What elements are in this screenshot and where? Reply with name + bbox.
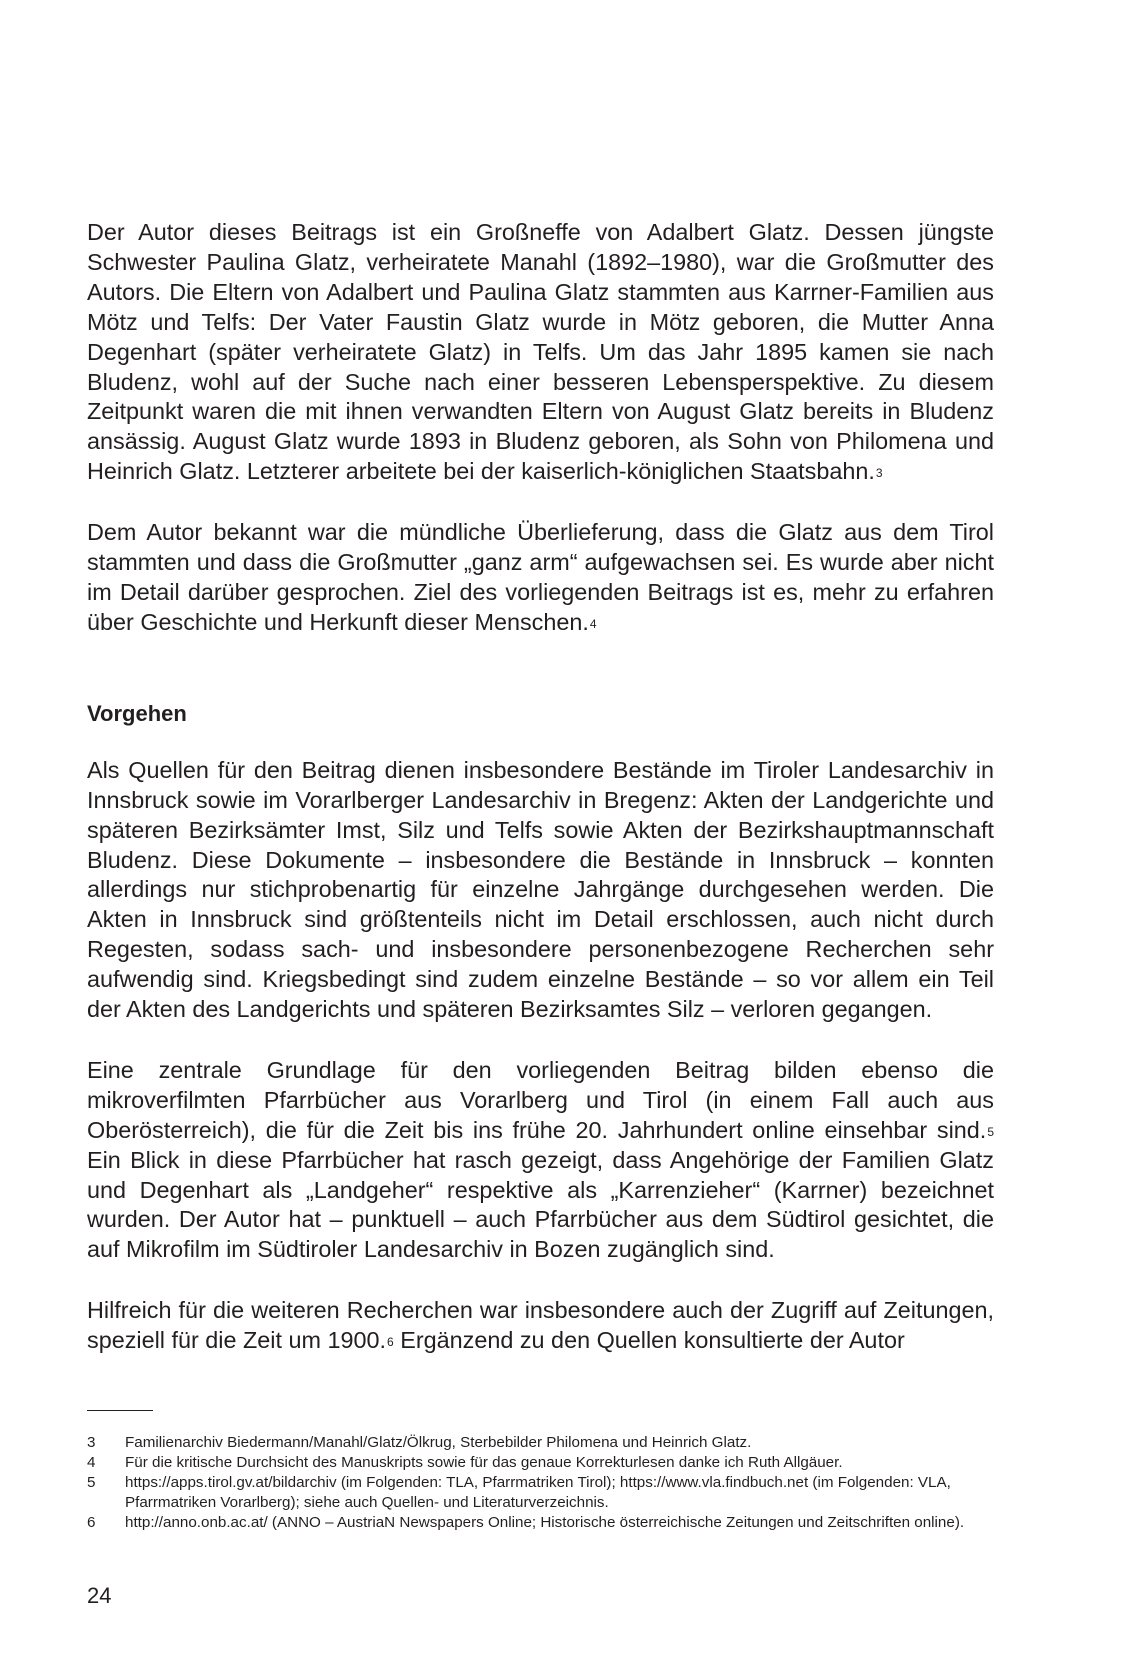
footnote-separator <box>87 1410 153 1411</box>
paragraph <box>87 1056 994 1265</box>
paragraph <box>87 518 994 638</box>
paragraph <box>87 756 994 1025</box>
paragraph-text: Eine zentrale Grundlage für den vorliegenden Beitrag bilden ebenso die mikroverfilmten Pfarrbücher aus Vorarlberg und Tirol (in einem Fall auch aus Oberösterreich), die für die Zeit bis ins frühe 20. Jahrhundert online einsehbar sind. <box>87 1056 994 1143</box>
footnote-reference[interactable]: 3 <box>875 466 883 481</box>
footnote-text: Für die kritische Durchsicht des Manuskripts sowie für das genaue Korrekturlesen danke ich Ruth Allgäuer. <box>125 1454 843 1471</box>
footnote-reference[interactable]: 5 <box>987 1124 994 1139</box>
footnotes <box>87 1410 994 1533</box>
paragraph-text: Der Autor dieses Beitrags ist ein Großneffe von Adalbert Glatz. Dessen jüngste Schwester Paulina Glatz, verheiratete Manahl (1892–1980), war die Großmutter des Autors. Die Eltern von Adalbert und Paulina Glatz stammten aus Karrner-Familien aus Mötz und Telfs: Der Vater Faustin Glatz wurde in Mötz geboren, die Mutter Anna Degenhart (später verheiratete Glatz) in Telfs. Um das Jahr 1895 kamen sie nach Bludenz, wohl auf der Suche nach einer besseren Lebensperspektive. Zu diesem Zeitpunkt waren die mit ihnen verwandten Eltern von August Glatz bereits in Bludenz ansässig. August Glatz wurde 1893 in Bludenz geboren, als Sohn von Philomena und Heinrich Glatz. Letzterer arbeitete bei der kaiserlich-königlichen Staatsbahn. <box>87 219 994 485</box>
paragraph-text: Ein Blick in diese Pfarrbücher hat rasch gezeigt, dass Angehörige der Familien Glatz und Degenhart als „Landgeher“ respektive als „Karrenzieher“ (Karrner) bezeichnet wurden. Der Autor hat – punktuell – auch Pfarrbücher aus dem Südtirol gesichtet, die auf Mikrofilm im Südtiroler Landesarchiv in Bozen zugänglich sind. <box>87 1146 994 1263</box>
footnote-text: Familienarchiv Biedermann/Manahl/Glatz/Ölkrug, Sterbebilder Philomena und Heinrich Glatz. <box>125 1434 752 1451</box>
footnote <box>87 1433 994 1453</box>
footnote-number: 5 <box>87 1474 96 1491</box>
paragraph <box>87 1296 994 1356</box>
footnote-number: 6 <box>87 1514 96 1531</box>
paragraph <box>87 218 994 487</box>
footnote <box>87 1513 994 1533</box>
footnote-text[interactable]: http://anno.onb.ac.at/ (ANNO – AustriaN Newspapers Online; Historische österreichische Zeitungen und Zeitschriften online). <box>125 1514 965 1531</box>
page-number: 24 <box>87 1583 112 1608</box>
paragraph-text: Als Quellen für den Beitrag dienen insbesondere Bestände im Tiroler Landesarchiv in Innsbruck sowie im Vorarlberger Landesarchiv in Bregenz: Akten der Landgerichte und späteren Bezirksämter Imst, Silz und Telfs sowie Akten der Bezirkshauptmannschaft Bludenz. Diese Dokumente – insbesondere die Bestände in Innsbruck – konnten allerdings nur stichprobenartig für einzelne Jahrgänge durchgesehen werden. Die Akten in Innsbruck sind größtenteils nicht im Detail erschlossen, auch nicht durch Regesten, sodass sach- und insbesondere personenbezogene Recherchen sehr aufwendig sind. Kriegsbedingt sind zudem einzelne Bestände – so vor allem ein Teil der Akten des Landgerichts und späteren Bezirksamtes Silz – verloren gegangen. <box>87 756 994 1023</box>
paragraph-text: Ergänzend zu den Quellen konsultierte der Autor <box>393 1327 905 1354</box>
footnote-reference[interactable]: 4 <box>589 616 597 631</box>
main-text <box>87 218 994 1356</box>
footnote <box>87 1453 994 1473</box>
section-heading: Vorgehen <box>87 700 187 726</box>
paragraph-text: Dem Autor bekannt war die mündliche Überlieferung, dass die Glatz aus dem Tirol stammten und dass die Großmutter „ganz arm“ aufgewachsen sei. Es wurde aber nicht im Detail darüber gesprochen. Ziel des vorliegenden Beitrags ist es, mehr zu erfahren über Geschichte und Herkunft dieser Menschen. <box>87 519 994 635</box>
paragraph-text: Hilfreich für die weiteren Recherchen war insbesondere auch der Zugriff auf Zeitungen, speziell für die Zeit um 1900. <box>87 1297 994 1354</box>
footnote-reference[interactable]: 6 <box>387 1335 394 1350</box>
footnote-number: 4 <box>87 1454 96 1471</box>
footnote-text[interactable]: https://apps.tirol.gv.at/bildarchiv (im Folgenden: TLA, Pfarrmatriken Tirol); https://www.vla.findbuch.net (im Folgenden: VLA, Pfarrmatriken Vorarlberg); siehe auch Quellen- und Literaturverzeichnis. <box>125 1474 951 1511</box>
footnote-number: 3 <box>87 1434 96 1451</box>
footnote <box>87 1473 994 1513</box>
